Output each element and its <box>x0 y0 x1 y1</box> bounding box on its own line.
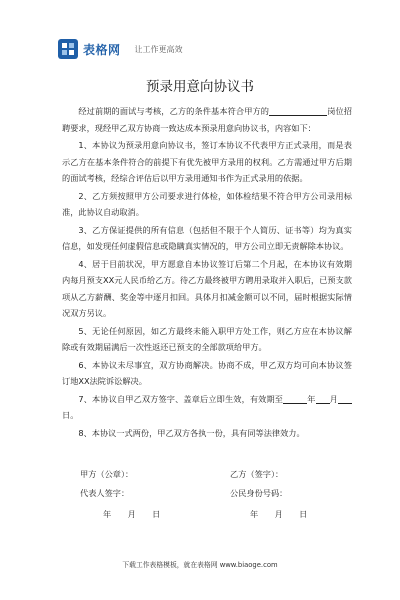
party-a-date: 年 月 日 <box>103 509 161 519</box>
representative-signature-label: 代表人签字： <box>80 488 130 498</box>
brand-slogan: 让工作更高效 <box>134 44 183 54</box>
clause-7-year: 年 <box>307 393 316 404</box>
intro-text-end: 岗位招聘要求，现经甲乙双方协商一致达成本预录用意向协议书，内容如下： <box>62 106 352 133</box>
clause-7-day: 日。 <box>62 410 79 420</box>
document-title: 预录用意向协议书 <box>146 79 254 95</box>
document-body <box>62 103 352 442</box>
id-number-label: 公民身份号码： <box>230 488 288 498</box>
party-b-date: 年 月 日 <box>250 509 308 519</box>
clause-6: 6、本协议未尽事宜，双方协商解决。协商不成，甲乙双方均可向本协议签订地XX法院诉讼解决。 <box>62 359 352 386</box>
intro-paragraph <box>62 103 352 136</box>
expiry-month-blank <box>316 393 330 404</box>
intro-text-start: 经过前期的面试与考核，乙方的条件基本符合甲方的 <box>78 106 270 116</box>
clause-2: 2、乙方须按照甲方公司要求进行体检，如体检结果不符合甲方公司录用标准，此协议自动取消。 <box>62 190 352 217</box>
logo-icon[interactable] <box>58 39 78 59</box>
logo-glyph <box>61 42 75 56</box>
party-b-signature-label: 乙方（签字）： <box>230 469 284 479</box>
clause-1: 1、本协议为预录用意向协议书，签订本协议不代表甲方正式录用，而是表示乙方在基本条件符合的前提下有优先被甲方录用的权利。乙方需通过甲方后期的面试考核，经综合评估后以甲方录用通知书作为正式录用的依据。 <box>62 140 352 183</box>
clause-7 <box>62 391 352 424</box>
clause-7-month: 月 <box>329 393 338 404</box>
site-header <box>58 38 183 60</box>
expiry-year-blank <box>283 393 307 404</box>
clause-7-text: 7、本协议自甲乙双方签字、盖章后立即生效，有效期至 <box>78 393 284 404</box>
brand-name[interactable]: 表格网 <box>83 42 121 57</box>
clause-4: 4、居于目前状况，甲方愿意自本协议签订后第二个月起，在本协议有效期内每月预支XX元人民币给乙方。待乙方最终被甲方聘用录取并入职后，已预支款项从乙方薪酬、奖金等中逐月扣回。具体月扣减金额可以不同，届时根据实际情况双方另议。 <box>62 258 352 318</box>
position-blank <box>269 105 327 116</box>
clause-5: 5、无论任何原因，如乙方最终未能入职甲方处工作，则乙方应在本协议解除或有效期届满后一次性返还已预支的全部款项给甲方。 <box>62 325 352 352</box>
clause-8: 8、本协议一式两份，甲乙双方各执一份，具有同等法律效力。 <box>78 427 305 438</box>
party-a-seal-label: 甲方（公章）： <box>80 469 134 479</box>
footer-note[interactable]: 下载工作表格模板，就在表格网 www.biaoge.com <box>122 561 278 569</box>
clause-3: 3、乙方保证提供的所有信息（包括但不限于个人简历、证书等）均为真实信息，如发现任何虚假信息或隐瞒真实情况的，甲方公司立即无责解除本协议。 <box>62 224 352 251</box>
expiry-day-blank <box>338 393 352 404</box>
